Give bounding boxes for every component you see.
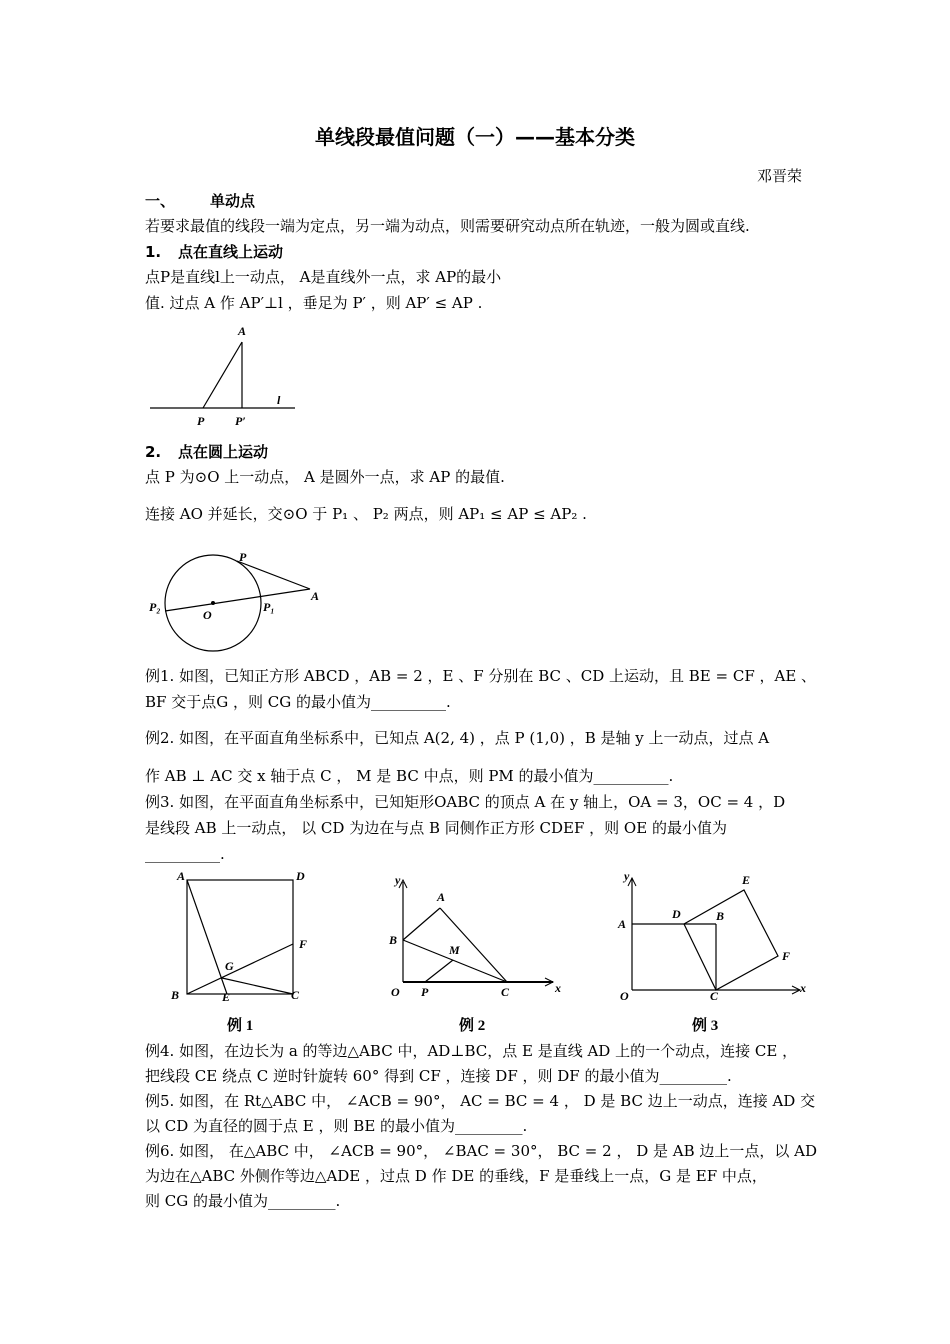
example-6-line-1: 例6. 如图， 在△ABC 中， ∠ACB = 90°， ∠BAC = 30°， BC = 2 ， D 是 AB 边上一点，以 AD (145, 1142, 818, 1160)
label-c: C (501, 985, 510, 999)
caption: 例 2 (459, 1018, 486, 1034)
label-l: l (277, 393, 281, 407)
example-5-line-1: 例5. 如图，在 Rt△ABC 中， ∠ACB = 90°， AC = BC = 4 ， D 是 BC 边上一动点，连接 AD 交 (145, 1092, 816, 1110)
example-1-line-1: 例1. 如图，已知正方形 ABCD ，AB = 2 ，E 、F 分别在 BC 、CD 上运动，且 BE = CF ，AE 、 (145, 667, 817, 685)
label-d: D (672, 907, 681, 921)
example-4-line-2: 把线段 CE 绕点 C 逆时针旋转 60° 得到 CF ，连接 DF ，则 DF 的最小值为_________. (145, 1067, 732, 1085)
subsection-heading: 点在圆上运动 (178, 443, 269, 461)
label-a: A (437, 890, 446, 904)
label-a: A (177, 869, 186, 883)
label-b: B (716, 909, 725, 923)
label-o: O (391, 985, 400, 999)
section-number: 一、 (145, 192, 176, 210)
label-p2: P₂ (149, 600, 161, 614)
label-a: A (618, 917, 627, 931)
label-c: C (291, 988, 300, 1002)
label-y: y (395, 873, 401, 887)
example-4-line-1: 例4. 如图，在边长为 a 的等边△ABC 中，AD⊥BC，点 E 是直线 AD 上的一个动点，连接 CE ， (145, 1042, 798, 1060)
label-x: x (800, 981, 806, 995)
label-a: A (311, 589, 320, 603)
circle-figure (145, 545, 345, 660)
label-o: O (203, 608, 212, 622)
paragraph: 点P是直线l上一动点， A是直线外一点，求 AP的最小 (145, 268, 502, 286)
label-d: D (296, 869, 305, 883)
label-p: P (239, 550, 247, 564)
subsection-number: 2. (145, 443, 162, 461)
example-6-line-2: 为边在△ABC 外侧作等边△ADE ，过点 D 作 DE 的垂线，F 是垂线上一点，G 是 EF 中点， (145, 1167, 767, 1185)
label-b: B (171, 988, 180, 1002)
label-f: F (782, 949, 791, 963)
label-e: E (742, 873, 751, 887)
page-title: 单线段最值问题（一）——基本分类 (315, 125, 635, 149)
paragraph: 连接 AO 并延长，交⊙O 于 P₁ 、 P₂ 两点，则 AP₁ ≤ AP ≤ AP₂ . (145, 505, 587, 523)
label-a: A (238, 324, 247, 338)
label-p-prime: P′ (235, 414, 246, 428)
author: 邓晋荣 (757, 167, 803, 185)
label-e: E (222, 990, 231, 1004)
intro-text: 若要求最值的线段一端为定点，另一端为动点，则需要研究动点所在轨迹，一般为圆或直线. (145, 217, 750, 235)
example-6-line-3: 则 CG 的最小值为_________. (145, 1192, 341, 1210)
section-heading: 单动点 (210, 192, 256, 210)
example-3-line-3: __________. (145, 845, 225, 863)
label-x: x (555, 981, 561, 995)
example-1-figure (165, 868, 325, 1038)
label-p1: P₁ (263, 600, 275, 614)
label-y: y (624, 869, 630, 883)
label-g: G (225, 959, 234, 973)
subsection-number: 1. (145, 243, 162, 261)
line-figure (145, 320, 305, 430)
label-m: M (449, 943, 460, 957)
paragraph: 值. 过点 A 作 AP′⊥l ，垂足为 P′ ，则 AP′ ≤ AP . (145, 294, 483, 312)
example-3-line-1: 例3. 如图，在平面直角坐标系中，已知矩形OABC 的顶点 A 在 y 轴上，OA = 3，OC = 4 ，D (145, 793, 786, 811)
example-2-line-2: 作 AB ⊥ AC 交 x 轴于点 C ， M 是 BC 中点，则 PM 的最小值为__________. (145, 767, 674, 785)
example-3-figure (610, 868, 820, 1038)
caption: 例 3 (692, 1018, 719, 1034)
example-5-line-2: 以 CD 为直径的圆于点 E ，则 BE 的最小值为_________. (145, 1117, 528, 1135)
label-o: O (620, 989, 629, 1003)
example-2-figure (385, 868, 575, 1038)
label-p: P (197, 414, 205, 428)
subsection-heading: 点在直线上运动 (178, 243, 284, 261)
label-c: C (710, 989, 719, 1003)
label-f: F (299, 937, 308, 951)
paragraph: 点 P 为⊙O 上一动点， A 是圆外一点，求 AP 的最值. (145, 468, 505, 486)
example-1-line-2: BF 交于点G ，则 CG 的最小值为__________. (145, 693, 451, 711)
caption: 例 1 (227, 1018, 254, 1034)
label-p: P (421, 985, 429, 999)
label-b: B (389, 933, 398, 947)
example-3-line-2: 是线段 AB 上一动点， 以 CD 为边在与点 B 同侧作正方形 CDEF ，则 OE 的最小值为 (145, 819, 727, 837)
example-2-line-1: 例2. 如图，在平面直角坐标系中，已知点 A(2, 4) ，点 P (1,0) ，B 是轴 y 上一动点，过点 A (145, 729, 770, 747)
